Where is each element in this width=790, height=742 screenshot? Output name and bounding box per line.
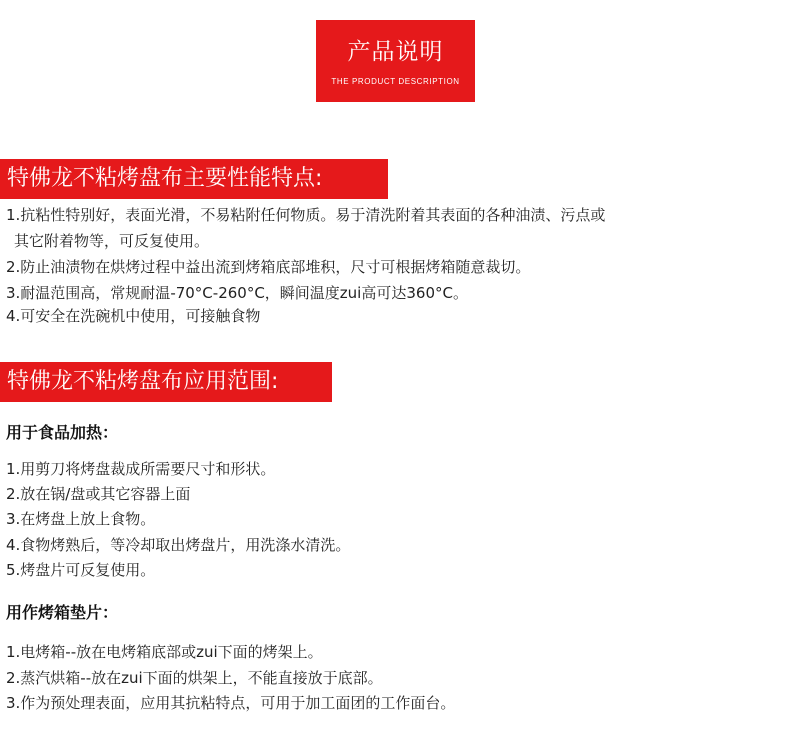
food-heating-step-3: 3.在烤盘上放上食物。: [6, 510, 156, 528]
features-header-colon: :: [315, 166, 323, 191]
feature-line-2: 2.防止油渍物在烘烤过程中益出流到烤箱底部堆积，尺寸可根据烤箱随意裁切。: [6, 258, 531, 276]
banner-subtitle: THE PRODUCT DESCRIPTION: [331, 77, 460, 86]
oven-liner-step-2: 2.蒸汽烘箱--放在zui下面的烘架上，不能直接放于底部。: [6, 669, 383, 687]
food-heating-subheading: 用于食品加热：: [6, 423, 119, 442]
oven-liner-step-3: 3.作为预处理表面，应用其抗粘特点，可用于加工面团的工作面台。: [6, 694, 456, 712]
applications-header-text: 特佛龙不粘烤盘布应用范围: [7, 369, 272, 394]
oven-liner-step-1: 1.电烤箱--放在电烤箱底部或zui下面的烤架上。: [6, 643, 323, 661]
oven-liner-subheading: 用作烤箱垫片：: [6, 603, 119, 622]
feature-line-1-continued: 其它附着物等，可反复使用。: [14, 232, 210, 250]
feature-line-3: 3.耐温范围高，常规耐温-70°C-260°C，瞬间温度zui高可达360°C。: [6, 284, 468, 302]
feature-line-4: 4.可安全在洗碗机中使用，可接触食物: [6, 307, 261, 325]
food-heating-step-1: 1.用剪刀将烤盘裁成所需要尺寸和形状。: [6, 460, 276, 478]
food-heating-step-5: 5.烤盘片可反复使用。: [6, 561, 156, 579]
features-section-header: [0, 159, 388, 199]
applications-section-header: [0, 362, 332, 402]
banner-title: 产品说明: [347, 39, 444, 65]
food-heating-step-4: 4.食物烤熟后，等冷却取出烤盘片，用洗涤水清洗。: [6, 536, 351, 554]
applications-header-colon: :: [271, 369, 279, 394]
food-heating-step-2: 2.放在锅/盘或其它容器上面: [6, 485, 191, 503]
feature-line-1: 1.抗粘性特别好，表面光滑，不易粘附任何物质。易于清洗附着其表面的各种油渍、污点或: [6, 206, 606, 224]
features-header-text: 特佛龙不粘烤盘布主要性能特点: [7, 166, 316, 191]
product-description-banner: [316, 20, 475, 102]
